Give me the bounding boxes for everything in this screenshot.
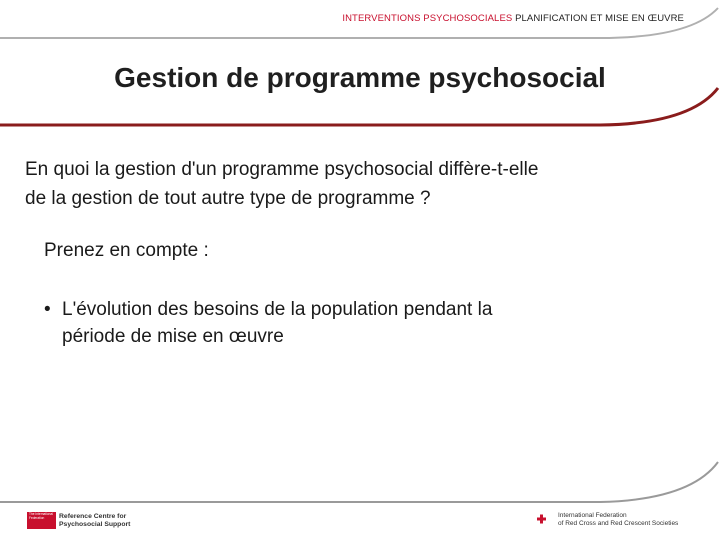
reference-centre-line-2: Psychosocial Support <box>59 520 131 528</box>
question-line-2: de la gestion de tout autre type de programme ? <box>25 188 431 209</box>
bullet-icon: • <box>44 299 51 320</box>
ifrc-logo <box>535 512 718 527</box>
footer-swoosh <box>0 462 718 502</box>
header-section: PLANIFICATION ET MISE EN ŒUVRE <box>515 13 684 24</box>
page-title: Gestion de programme psychosocial <box>114 62 606 93</box>
question-text <box>25 155 705 213</box>
bullet-line-1: L'évolution des besoins de la population pendant la <box>62 299 493 320</box>
reference-centre-line-1: Reference Centre for <box>59 513 127 520</box>
reference-centre-logo-mark: The International Federation <box>27 512 56 529</box>
reference-centre-logo-text <box>59 513 169 528</box>
prompt-text: Prenez en compte : <box>44 240 209 261</box>
bullet-line-2: période de mise en œuvre <box>62 326 284 347</box>
list-item <box>44 296 644 350</box>
ifrc-line-1: International Federation <box>558 512 627 519</box>
bullet-list <box>44 296 644 350</box>
ifrc-line-2: of Red Cross and Red Crescent Societies <box>558 519 679 527</box>
reference-centre-logo <box>27 512 169 529</box>
header-breadcrumb <box>0 13 684 24</box>
question-line-1: En quoi la gestion d'un programme psychosocial diffère-t-elle <box>25 159 539 180</box>
red-cross-crescent-icon <box>535 512 555 527</box>
header-interventions: INTERVENTIONS PSYCHOSOCIALES <box>342 13 513 24</box>
ifrc-logo-text <box>558 512 718 527</box>
